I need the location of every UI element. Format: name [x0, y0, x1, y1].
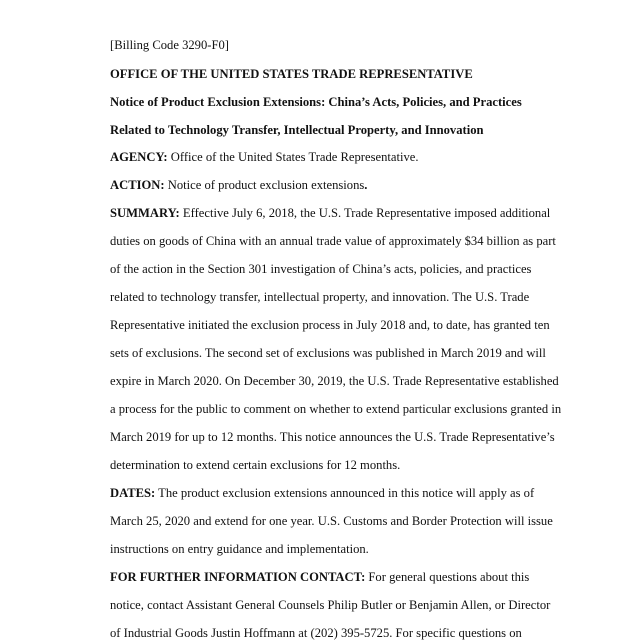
- dates-label: DATES:: [110, 486, 156, 500]
- dates-line-2: March 25, 2020 and extend for one year. U.S. Customs and Border Protection will issue: [110, 514, 553, 528]
- summary-text: Effective July 6, 2018, the U.S. Trade Representative imposed additional: [179, 206, 551, 220]
- action-text: Notice of product exclusion extensions: [164, 178, 365, 192]
- summary-line-10: determination to extend certain exclusions for 12 months.: [110, 458, 401, 472]
- billing-code: [Billing Code 3290-F0]: [110, 38, 229, 52]
- summary-line-7: expire in March 2020. On December 30, 2019, the U.S. Trade Representative established: [110, 374, 559, 388]
- agency-text: Office of the United States Trade Representative.: [167, 150, 419, 164]
- agency-label: AGENCY:: [110, 150, 168, 164]
- summary-line-9: March 2019 for up to 12 months. This notice announces the U.S. Trade Representative’s: [110, 430, 555, 444]
- action-label: ACTION:: [110, 178, 165, 192]
- summary-line-5: Representative initiated the exclusion process in July 2018 and, to date, has granted ten: [110, 318, 550, 332]
- action-paragraph: [110, 177, 367, 193]
- dates-line-1: [110, 485, 534, 501]
- summary-line-6: sets of exclusions. The second set of exclusions was published in March 2019 and will: [110, 346, 546, 360]
- contact-label: FOR FURTHER INFORMATION CONTACT:: [110, 570, 366, 584]
- contact-text: For general questions about this: [365, 570, 530, 584]
- notice-title-line-1: Notice of Product Exclusion Extensions: China’s Acts, Policies, and Practices: [110, 95, 522, 109]
- contact-line-2: notice, contact Assistant General Counsels Philip Butler or Benjamin Allen, or Director: [110, 598, 551, 612]
- agency-paragraph: [110, 149, 419, 165]
- notice-title-line-2: Related to Technology Transfer, Intellectual Property, and Innovation: [110, 123, 484, 137]
- action-period: .: [364, 178, 368, 192]
- contact-line-3: of Industrial Goods Justin Hoffmann at (202) 395-5725. For specific questions on: [110, 626, 522, 640]
- dates-line-3: instructions on entry guidance and implementation.: [110, 542, 369, 556]
- contact-line-1: [110, 569, 529, 585]
- summary-line-3: of the action in the Section 301 investigation of China’s acts, policies, and practices: [110, 262, 532, 276]
- summary-line-8: a process for the public to comment on whether to extend particular exclusions granted in: [110, 402, 562, 416]
- summary-line-1: [110, 205, 550, 221]
- summary-line-4: related to technology transfer, intellectual property, and innovation. The U.S. Trade: [110, 290, 530, 304]
- summary-line-2: duties on goods of China with an annual trade value of approximately $34 billion as part: [110, 234, 556, 248]
- summary-label: SUMMARY:: [110, 206, 180, 220]
- dates-text: The product exclusion extensions announced in this notice will apply as of: [155, 486, 535, 500]
- office-heading: OFFICE OF THE UNITED STATES TRADE REPRESENTATIVE: [110, 67, 473, 81]
